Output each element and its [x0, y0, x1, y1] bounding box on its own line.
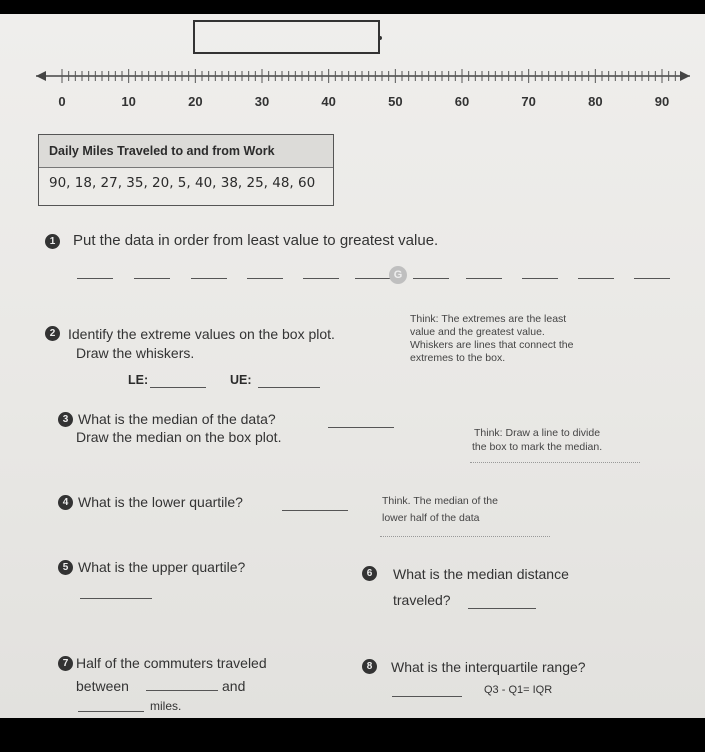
question-2-line1: Identify the extreme values on the box plot.	[68, 326, 335, 342]
box-plot-box	[193, 20, 380, 54]
question-2-think-2: value and the greatest value.	[410, 326, 545, 338]
median-answer-blank[interactable]	[328, 427, 394, 428]
iqr-answer-blank[interactable]	[392, 696, 462, 697]
between-low-answer-blank[interactable]	[146, 690, 218, 691]
question-6-line1: What is the median distance	[393, 566, 569, 582]
question-8-number: 8	[362, 659, 377, 674]
order-answer-blank[interactable]	[134, 278, 170, 279]
question-7-line1: Half of the commuters traveled	[76, 655, 267, 671]
order-answer-blank[interactable]	[247, 278, 283, 279]
order-answer-blank[interactable]	[522, 278, 558, 279]
order-answer-blank[interactable]	[634, 278, 670, 279]
between-high-answer-blank[interactable]	[78, 711, 144, 712]
blank-marker-icon: G	[389, 266, 407, 284]
number-line-label: 80	[588, 94, 603, 109]
iqr-formula: Q3 - Q1= IQR	[484, 684, 553, 696]
number-line-label: 10	[121, 94, 136, 109]
order-answer-blank[interactable]	[413, 278, 449, 279]
lower-quartile-answer-blank[interactable]	[282, 510, 348, 511]
number-line-label: 50	[388, 94, 403, 109]
number-line-label: 70	[521, 94, 536, 109]
question-3-line1: What is the median of the data?	[78, 411, 276, 427]
box-plot-marker	[378, 36, 382, 40]
number-line-label: 40	[321, 94, 336, 109]
number-line-label: 60	[454, 94, 470, 109]
data-card-title: Daily Miles Traveled to and from Work	[49, 144, 275, 158]
question-8-text: What is the interquartile range?	[391, 659, 586, 675]
question-2-number: 2	[45, 326, 60, 341]
le-label: LE:	[128, 373, 149, 387]
order-answer-blank[interactable]	[77, 278, 113, 279]
number-line	[0, 66, 705, 90]
question-2-think-1: Think: The extremes are the least	[410, 313, 567, 325]
median-distance-answer-blank[interactable]	[468, 608, 536, 609]
number-line-label: 20	[188, 94, 203, 109]
question-4-think-2: lower half of the data	[382, 512, 480, 524]
data-card-values: 90, 18, 27, 35, 20, 5, 40, 38, 25, 48, 60	[49, 175, 316, 191]
question-4-think-1: Think. The median of the	[382, 495, 498, 507]
ue-answer-blank[interactable]	[258, 387, 320, 388]
question-3-think-2: the box to mark the median.	[472, 441, 603, 453]
order-answer-blank[interactable]	[303, 278, 339, 279]
ue-label: UE:	[230, 373, 252, 387]
question-2-think-4: extremes to the box.	[410, 352, 506, 364]
question-2-think-3: Whiskers are lines that connect the	[410, 339, 574, 351]
question-5-text: What is the upper quartile?	[78, 559, 246, 575]
number-line-label: 90	[654, 94, 670, 109]
question-3-number: 3	[58, 412, 73, 427]
data-card	[38, 134, 334, 206]
question-1-text: Put the data in order from least value to greatest value.	[73, 232, 439, 249]
order-answer-blank[interactable]	[466, 278, 502, 279]
question-6-number: 6	[362, 566, 377, 581]
question-4-number: 4	[58, 495, 73, 510]
question-6-line2: traveled?	[393, 592, 451, 608]
think-divider	[380, 536, 550, 537]
question-7-and: and	[222, 678, 246, 694]
think-divider	[470, 462, 640, 463]
question-1-number: 1	[45, 234, 60, 249]
upper-quartile-answer-blank[interactable]	[80, 598, 152, 599]
worksheet-page	[0, 14, 705, 718]
le-answer-blank[interactable]	[150, 387, 206, 388]
question-4-text: What is the lower quartile?	[78, 494, 243, 510]
question-2-line2: Draw the whiskers.	[76, 345, 195, 361]
number-line-label: 0	[58, 94, 66, 109]
question-5-number: 5	[58, 560, 73, 575]
question-3-think-1: Think: Draw a line to divide	[474, 427, 601, 439]
order-answer-blank[interactable]	[191, 278, 227, 279]
question-3-line2: Draw the median on the box plot.	[76, 429, 282, 445]
number-line-label: 30	[254, 94, 270, 109]
question-7-between: between	[76, 678, 129, 694]
question-7-miles: miles.	[150, 699, 182, 713]
question-7-number: 7	[58, 656, 73, 671]
order-answer-blank[interactable]	[578, 278, 614, 279]
order-answer-blank[interactable]	[355, 278, 391, 279]
